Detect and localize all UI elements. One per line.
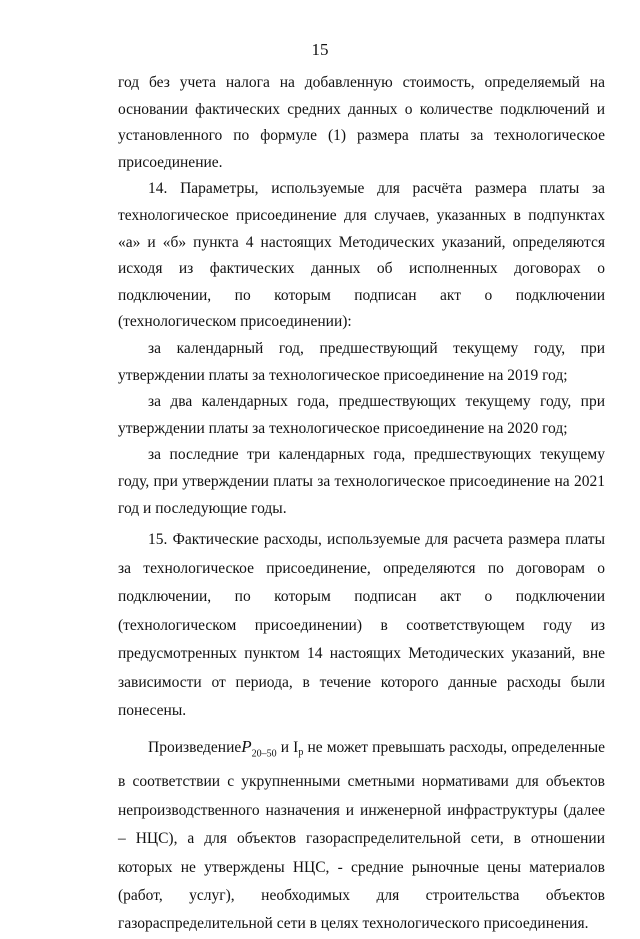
- paragraph-continuation: год без учета налога на добавленную стоимость, определяемый на основании фактических средних данных о количестве подключений и установленного по формуле (1) размера платы за технологическое присоединение.: [118, 74, 605, 171]
- second-subscript: р: [298, 746, 304, 758]
- formula-subscript: 20–50: [251, 747, 277, 759]
- document-body: [118, 70, 605, 939]
- paragraph-item-14: 14. Параметры, используемые для расчёта размера платы за технологическое присоединение для случаев, указанных в подпунктах «а» и «б» пункта 4 настоящих Методических указаний, определяются исходя из фактических данных об исполненных договорах о подключении, по которым подписан акт о подключении (технологическом присоединении):: [118, 180, 605, 331]
- second-symbol: I: [293, 738, 299, 756]
- paragraph-year-2019: за календарный год, предшествующий текущему году, при утверждении платы за технологическое присоединение на 2019 год;: [118, 339, 605, 384]
- paragraph-product-limit: [118, 733, 605, 939]
- page-number: 15: [311, 40, 329, 59]
- paragraph-year-2021: за последние три календарных года, предшествующих текущему году, при утверждении платы за технологическое присоединение на 2021 год и последующие годы.: [118, 446, 605, 517]
- product-rest: не может превышать расходы, определенные в соответствии с укрупненными сметными нормативами для объектов непроизводственного назначения и инженерной инфраструктуры (далее – НЦС), а для объектов газораспределительной сети, в отношении которых не утверждены НЦС, - средние рыночные цены материалов (работ, услуг), необходимых для строительства объектов газораспределительной сети в целях технологического присоединения.: [118, 738, 605, 933]
- product-lead: Произведение: [148, 738, 242, 756]
- paragraph-year-2020: за два календарных года, предшествующих текущему году, при утверждении платы за технологическое присоединение на 2020 год;: [118, 393, 605, 437]
- formula-p: [241, 736, 277, 759]
- paragraph-item-15: 15. Фактические расходы, используемые для расчета размера платы за технологическое присоединение, определяются по договорам о подключении, по которым подписан акт о подключении (технологическом присоединении) в соответствующем году из предусмотренных пунктом 14 настоящих Методических указаний, вне зависимости от периода, в течение которого данные расходы были понесены.: [118, 531, 605, 720]
- product-conjunction: и: [276, 738, 294, 756]
- formula-symbol: P: [241, 736, 252, 756]
